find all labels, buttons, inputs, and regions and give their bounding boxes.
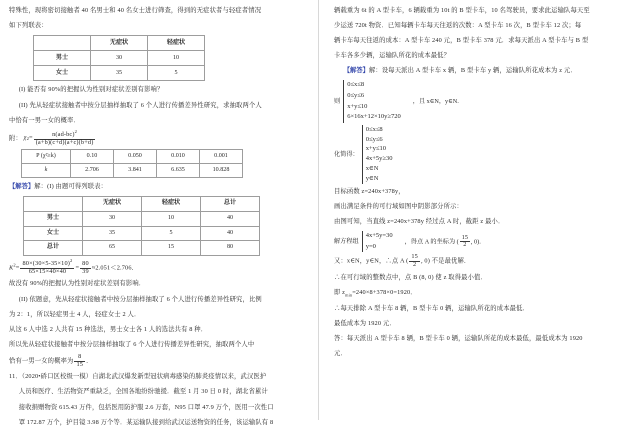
chi-numerator — [34, 130, 96, 139]
objective-function: 目标函数 z=240x+378y， — [334, 188, 405, 195]
constraint-3: x+y≤10 — [347, 102, 368, 110]
table-row — [24, 226, 260, 241]
not-optimal-prefix: 又：x∈N，y∈N，∴点 A ( — [334, 257, 409, 265]
row-label-female: 女士 — [24, 226, 83, 241]
simplified-constraint-6: y∈N — [365, 175, 379, 183]
chi-symbol: χ — [23, 133, 27, 141]
solve-label: 解方程组 — [334, 237, 359, 245]
chi-square-critical-value-table — [21, 149, 243, 178]
answer-tag: 【解答】 — [9, 183, 35, 191]
table-row — [34, 66, 205, 81]
point-a-numerator: 15 — [411, 253, 418, 261]
table-row — [34, 51, 205, 66]
zmin-subscript: min — [345, 292, 353, 298]
cell-male-mild: 10 — [142, 211, 201, 226]
question-11-line-1: 11．（2020•硚口区校级一模）自湖北武汉爆发新型冠状病毒感染的肺炎疫情以来，武汉医护 — [9, 373, 267, 381]
minimum-value-line — [334, 287, 632, 300]
computation-denominator-1: 65×15×40×40 — [20, 268, 74, 276]
computation-numerator-1 — [20, 259, 74, 268]
final-answer-line-1: 答：每天派出 A 型卡车 8 辆，B 型卡车 0 辆，运输队所花的成本最低，最低成本为 1920 — [334, 334, 583, 342]
system-label-then: 则 — [334, 97, 341, 105]
answer-intro-text: 解：(I) 由题可得列联表： — [34, 183, 108, 191]
equals-sign-2: = — [75, 264, 80, 272]
conclusion-part-1: 故没有 90%的把握认为性别对症状差别有影响． — [9, 280, 146, 288]
simplified-constraint-1: 0≤x≤8 — [365, 125, 383, 133]
question-11-line-2: 人员和医疗、生活物资严重缺乏，全国各地纷纷驰援．截至 1 月 30 日 0 时，湖北省累计 — [18, 388, 268, 396]
question-11-line-6: 少运送 720t 物资．已知每辆卡车每天往返的次数：A 型卡车 16 次，B 型卡车 12 次；每 — [334, 22, 582, 30]
step-2-probability-line — [9, 354, 310, 369]
table-row — [22, 164, 243, 178]
answer-intro-line — [334, 65, 632, 77]
question-10-stem-line-2: 如下列联表： — [9, 22, 48, 30]
question-11-line-7: 辆卡车每天往返的成本：A 型卡车 240 元，B 型卡车 378 元．求每天派出 A 型卡车与 B 型 — [334, 37, 589, 45]
question-10-part-2-line-1: (II) 先从轻症状接触者中按分层抽样抽取了 6 个人进行传播差异性研究，求抽取两个人 — [18, 101, 262, 109]
system-label-simplified: 化简得： — [334, 150, 359, 158]
point-a-fraction-repeat — [409, 254, 420, 269]
computation-numerator-text: 80×(30×5-35×10) — [22, 260, 71, 268]
computation-numerator-exponent: 2 — [70, 257, 73, 263]
brace-group — [362, 125, 393, 184]
step-2-line-3: 从这 6 人中选 2 人共有 15 种选法，男士女士各 1 人的选法共有 8 种． — [9, 325, 208, 333]
row-label-male: 男士 — [34, 51, 91, 66]
brace-group — [362, 231, 393, 252]
simplified-constraint-3: x+y≤10 — [365, 145, 386, 153]
conclusion-line-1: ∴每天排除 A 型卡车 8 辆，B 型卡车 0 辆，运输队所花的成本最低． — [334, 304, 529, 312]
row-label-total: 总计 — [24, 241, 83, 256]
right-column — [320, 0, 640, 420]
probability-period: ． — [86, 357, 93, 365]
solve-equation-2: y=0 — [365, 242, 376, 250]
chi-numerator-exponent: 2 — [74, 128, 78, 134]
solve-result-line — [393, 235, 486, 249]
computation-result: ≈2.051＜2.706． — [91, 264, 139, 272]
table-row — [24, 197, 260, 212]
computation-fraction-2 — [80, 261, 91, 276]
point-a-denominator: 2 — [460, 241, 470, 249]
cell-k-3: 6.635 — [157, 164, 200, 178]
table-corner-cell — [34, 36, 91, 51]
cell-k-1: 2.706 — [71, 164, 114, 178]
question-10-stem-line-1: 特殊性，现将密切接触者 40 名男士和 40 名女士进行筛查，得到的无症状者与轻症者情况 — [9, 7, 262, 14]
cell-female-total: 40 — [201, 226, 260, 241]
k-exponent: 2 — [13, 262, 16, 268]
chi-square-computation — [9, 259, 310, 276]
feasible-region-note: 画出满足条件的可行域如图中阴影部分所示： — [334, 203, 463, 211]
chi-exponent: 2 — [26, 135, 29, 141]
constraint-2: 0≤y≤6 — [347, 92, 365, 100]
equals-sign: = — [28, 133, 33, 141]
constraint-system-simplified — [334, 125, 632, 184]
cell-p-3: 0.010 — [157, 150, 200, 164]
integer-point-note: ∴在可行域的整数点中，点 B (8, 0) 使 z 取得最小值． — [334, 273, 487, 281]
simplified-constraint-2: 0≤y≤6 — [365, 135, 383, 143]
probability-denominator: 15 — [76, 360, 84, 368]
chi-square-fraction — [34, 130, 96, 147]
constraint-1: 0≤x≤8 — [347, 81, 365, 89]
cell-female-asymptomatic: 35 — [91, 66, 148, 81]
cell-p-1: 0.10 — [71, 150, 114, 164]
chi-square-formula-line — [9, 130, 310, 147]
question-11-line-8: 卡车各多少辆，运输队所花的成本最低？ — [334, 52, 451, 60]
cell-p-4: 0.001 — [200, 150, 243, 164]
step-2-line-1: (II) 依题意，先从轻症状接触者中按分层抽样抽取了 6 个人进行传播差异性研究，比例 — [18, 295, 262, 303]
system-integer-note: ，且 x∈N，y∈N． — [412, 97, 464, 105]
solve-result-prefix: ，得点 A 的坐标为 ( — [404, 238, 459, 246]
cell-total-mild: 15 — [142, 241, 201, 256]
final-answer-line-2: 元． — [334, 349, 347, 357]
contingency-table-completed — [23, 196, 260, 256]
cell-male-asymptomatic: 30 — [83, 211, 142, 226]
contingency-table-given — [33, 35, 205, 81]
computation-denominator-2: 39 — [82, 267, 89, 275]
table-header-asymptomatic: 无症状 — [83, 197, 142, 212]
answer-intro-text: 解：设每天派出 A 型卡车 x 辆，B 型卡车 y 辆，运输队所花成本为 z 元． — [368, 67, 577, 75]
table-header-total: 总计 — [201, 197, 260, 212]
chi-numerator-text: n(ad-bc) — [52, 130, 75, 138]
left-column — [0, 0, 320, 426]
question-11-line-4: 罩 172.87 万个，护目镜 3.98 万个等．某运输队接到给武汉运送物资的任务，该运输队有 8 — [18, 418, 274, 426]
brace-group — [343, 80, 401, 122]
cell-grand-total: 80 — [201, 241, 260, 256]
computation-numerator-2: 80 — [82, 260, 89, 268]
cell-total-asymptomatic: 65 — [83, 241, 142, 256]
line-intercept-note: 由图可知，当直线 z=240x+378y 经过点 A 时，截距 z 最小． — [334, 218, 505, 226]
point-a-denominator: 2 — [409, 261, 420, 269]
not-optimal-suffix: , 0) 不是最优解． — [420, 257, 471, 265]
chi-square-formula — [24, 130, 97, 147]
cell-male-mild: 10 — [148, 51, 205, 66]
question-10-part-2-line-2: 中恰有一男一女的概率． — [9, 116, 80, 124]
cell-female-asymptomatic: 35 — [83, 226, 142, 241]
point-a-not-optimal-line — [334, 254, 632, 269]
equals-sign-1: = — [15, 264, 20, 272]
question-10-part-1: (I) 能否有 90%的把握认为性别对症状差别有影响？ — [18, 86, 164, 94]
solve-equation-1: 4x+5y=30 — [365, 232, 393, 240]
probability-text: 恰有一男一女的概率为 — [9, 357, 74, 365]
point-a-numerator: 15 — [461, 233, 468, 241]
table-row — [34, 36, 205, 51]
cell-k-2: 3.841 — [114, 164, 157, 178]
table-corner-cell — [24, 197, 83, 212]
constraint-system-original — [334, 80, 632, 122]
cell-female-mild: 5 — [148, 66, 205, 81]
cell-p-2: 0.050 — [114, 150, 157, 164]
point-a-fraction — [460, 235, 470, 249]
row-label-k: k — [22, 164, 71, 178]
answer-intro-line — [9, 181, 310, 193]
table-row — [24, 241, 260, 256]
table-row — [22, 150, 243, 164]
computation-fraction-1 — [20, 259, 74, 276]
probability-fraction — [74, 354, 85, 369]
zmin-prefix: 即 z — [334, 288, 346, 296]
constraint-4: 6×16x+12×10y≥720 — [347, 113, 401, 121]
formula-label: 附： — [9, 134, 22, 142]
step-2-line-4: 所以先从轻症状接触者中按分层抽样抽取了 6 个人进行传播差异性研究，抽取两个人中 — [9, 340, 255, 348]
row-label-probability: P (χ²≥k) — [22, 150, 71, 164]
simplified-constraint-4: 4x+5y≥30 — [365, 155, 393, 163]
step-2-line-2: 为 2：1，所以轻症男士 4 人，轻症女士 2 人． — [9, 310, 141, 318]
row-label-female: 女士 — [34, 66, 91, 81]
k-symbol: K — [9, 264, 14, 272]
question-11-line-5: 辆载重为 6t 的 A 型卡车，6 辆载重为 10t 的 B 型卡车，10 名驾驶员，要求此运输队每天至 — [334, 7, 590, 14]
zmin-expression: =240×8+378×0=1920． — [352, 288, 417, 296]
simplified-constraint-5: x∈N — [365, 165, 379, 173]
probability-numerator: 8 — [78, 352, 82, 360]
solve-equation-system — [334, 231, 632, 252]
table-header-asymptomatic: 无症状 — [91, 36, 148, 51]
conclusion-line-2: 最低成本为 1920 元． — [334, 319, 396, 327]
row-label-male: 男士 — [24, 211, 83, 226]
cell-k-4: 10.828 — [200, 164, 243, 178]
cell-male-asymptomatic: 30 — [91, 51, 148, 66]
question-11-line-3: 接收捐赠物资 615.43 万件，包括医用防护服 2.6 万套，N95 口罩 47.9 万个，医用一次性口 — [18, 403, 274, 411]
table-header-mild: 轻症状 — [142, 197, 201, 212]
solve-result-suffix: , 0)． — [470, 238, 486, 246]
cell-male-total: 40 — [201, 211, 260, 226]
table-header-mild: 轻症状 — [148, 36, 205, 51]
answer-tag: 【解答】 — [343, 67, 369, 75]
cell-female-mild: 5 — [142, 226, 201, 241]
table-row — [24, 211, 260, 226]
chi-denominator: (a+b)(c+d)(a+c)(b+d) — [35, 138, 94, 146]
